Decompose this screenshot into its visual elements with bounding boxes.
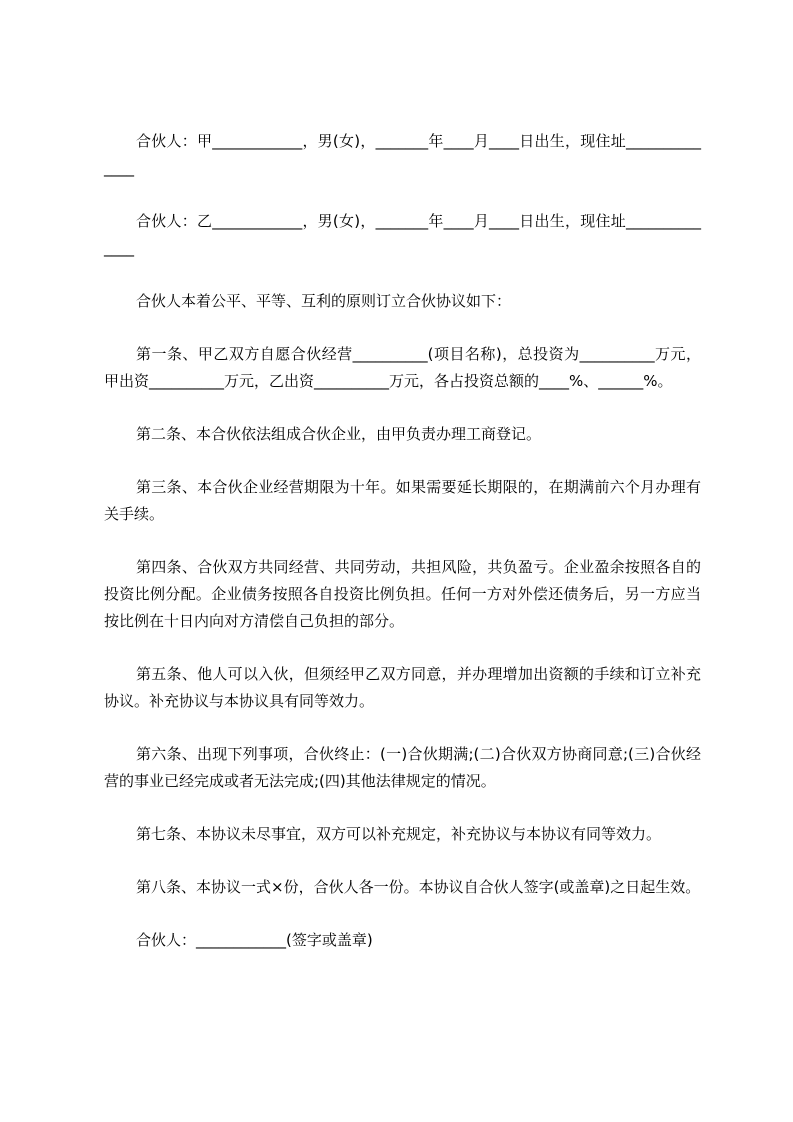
article-6: 第六条、出现下列事项，合伙终止：(一)合伙期满;(二)合伙双方协商同意;(三)合伙经营的事业已经完成或者无法完成;(四)其他法律规定的情况。	[104, 745, 701, 790]
article-2: 第二条、本合伙依法组成合伙企业，由甲负责办理工商登记。	[136, 425, 542, 443]
partner-a-line: 合伙人：甲____________，男(女)，_______年____月____日出生，现住址______________	[104, 132, 701, 177]
partner-b-line: 合伙人：乙____________，男(女)，_______年____月____日出生，现住址______________	[104, 212, 701, 257]
signature-line: 合伙人：____________(签字或盖章)	[136, 931, 373, 949]
article-5: 第五条、他人可以入伙，但须经甲乙双方同意，并办理增加出资额的手续和订立补充协议。补充协议与本协议具有同等效力。	[104, 665, 701, 710]
article-4: 第四条、合伙双方共同经营、共同劳动，共担风险，共负盈亏。企业盈余按照各自的投资比例分配。企业债务按照各自投资比例负担。任何一方对外偿还债务后，另一方应当按比例在十日内向对方清偿自己负担的部分。	[104, 558, 701, 630]
agreement-intro: 合伙人本着公平、平等、互利的原则订立合伙协议如下：	[136, 292, 512, 310]
article-1: 第一条、甲乙双方自愿合伙经营__________(项目名称)，总投资为__________万元，甲出资__________万元，乙出资__________万元，各占投资总额的____%、______%。	[104, 345, 701, 390]
article-7: 第七条、本协议未尽事宜，双方可以补充规定，补充协议与本协议有同等效力。	[136, 825, 662, 843]
article-3: 第三条、本合伙企业经营期限为十年。如果需要延长期限的，在期满前六个月办理有关手续。	[104, 478, 701, 523]
article-8: 第八条、本协议一式×份，合伙人各一份。本协议自合伙人签字(或盖章)之日起生效。	[136, 878, 701, 896]
document-page	[104, 128, 701, 954]
